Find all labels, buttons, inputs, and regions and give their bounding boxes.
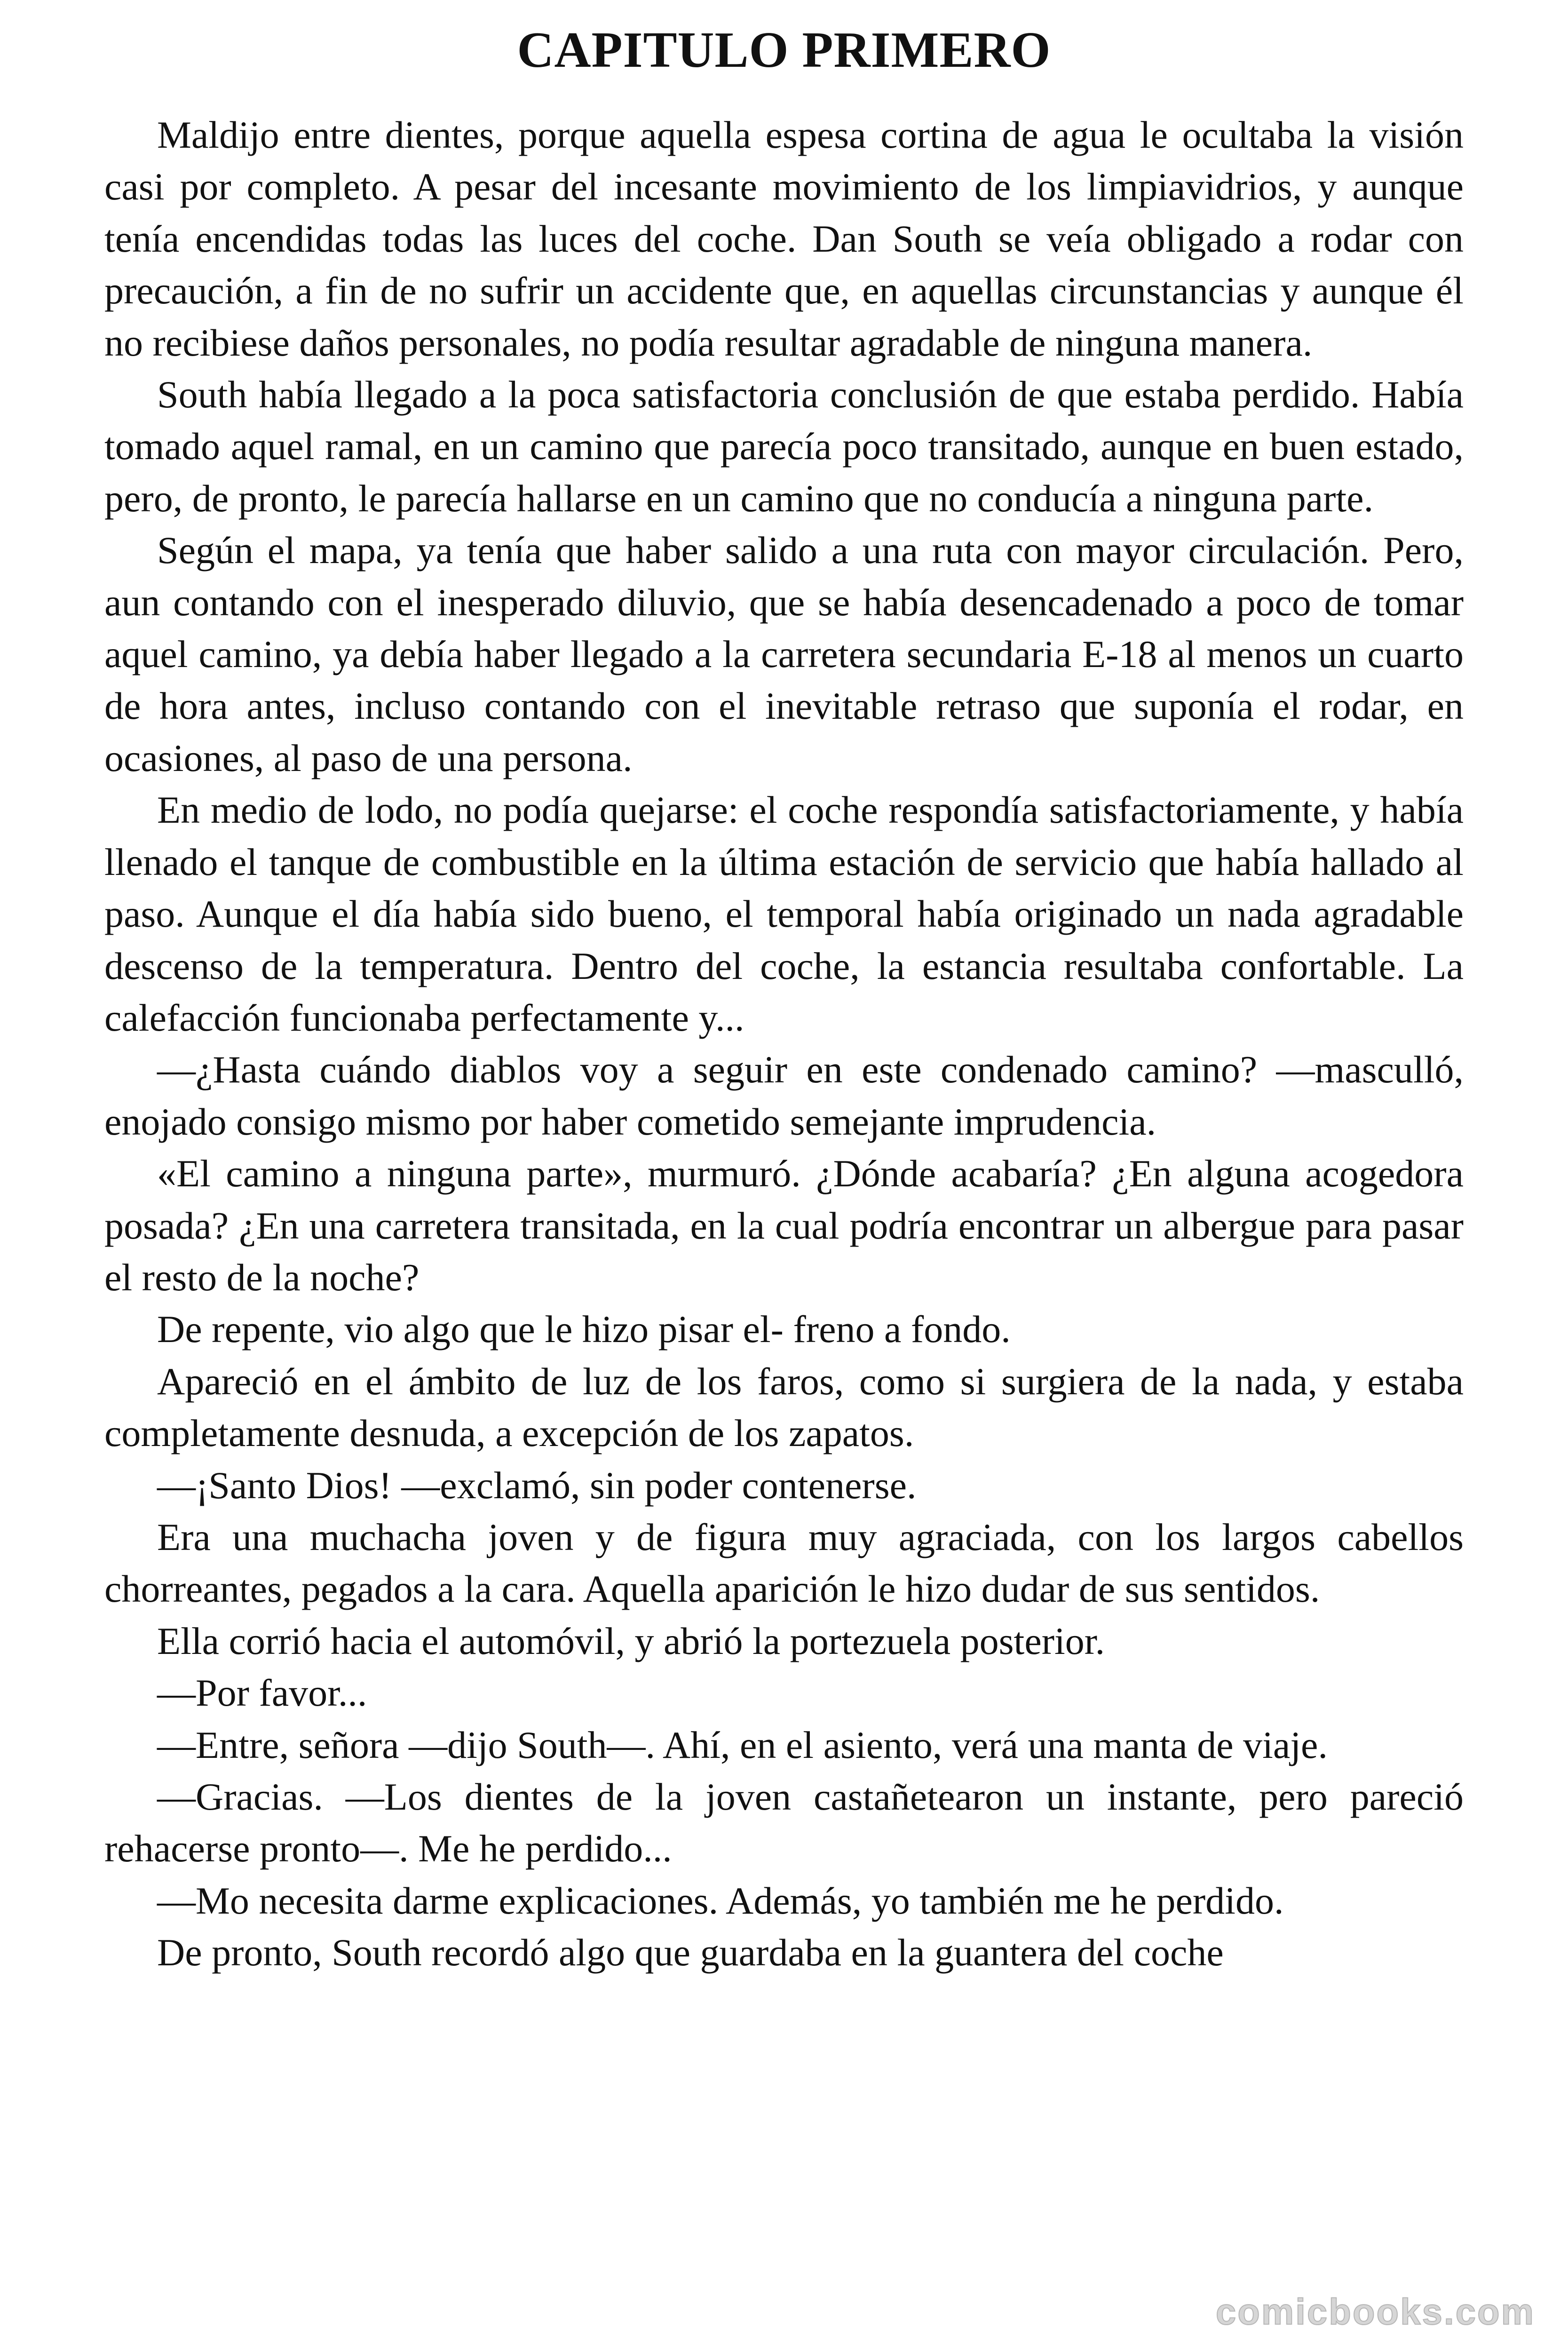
paragraph: —Por favor... [157, 1671, 367, 1715]
body-text [104, 109, 1464, 1979]
paragraph: —Entre, señora —dijo South—. Ahí, en el asiento, verá una manta de viaje. [157, 1723, 1328, 1766]
book-page [104, 15, 1464, 1979]
paragraph: De repente, vio algo que le hizo pisar el- freno a fondo. [157, 1308, 1011, 1351]
paragraph: «El camino a ninguna parte», murmuró. ¿Dónde acabaría? ¿En alguna acogedora posada? ¿En una carretera transitada, en la cual podría encontrar un albergue para pasar el resto de la noche? [104, 1152, 1464, 1299]
paragraph: Ella corrió hacia el automóvil, y abrió la portezuela posterior. [157, 1619, 1105, 1662]
paragraph: Según el mapa, ya tenía que haber salido a una ruta con mayor circulación. Pero, aun contando con el inesperado diluvio, que se había desencadenado a poco de tomar aquel camino, ya debía haber llegado a la carretera secundaria E-18 al menos un cuarto de hora antes, incluso contando con el inevitable retraso que suponía el rodar, en ocasiones, al paso de una persona. [104, 529, 1464, 779]
paragraph: —¿Hasta cuándo diablos voy a seguir en este condenado camino? —masculló, enojado consigo mismo por haber cometido semejante imprudencia. [104, 1048, 1464, 1143]
paragraph: Era una muchacha joven y de figura muy agraciada, con los largos cabellos chorreantes, pegados a la cara. Aquella aparición le hizo dudar de sus sentidos. [104, 1515, 1464, 1611]
chapter-title: CAPITULO PRIMERO [517, 22, 1051, 78]
paragraph: En medio de lodo, no podía quejarse: el coche respondía satisfactoriamente, y había llenado el tanque de combustible en la última estación de servicio que había hallado al paso. Aunque el día había sido bueno, el temporal había originado un nada agradable descenso de la temperatura. Dentro del coche, la estancia resultaba confortable. La calefacción funcionaba perfectamente y... [104, 788, 1464, 1039]
paragraph: —Mo necesita darme explicaciones. Además, yo también me he perdido. [157, 1879, 1284, 1922]
paragraph: De pronto, South recordó algo que guardaba en la guantera del coche [157, 1931, 1224, 1974]
paragraph: —¡Santo Dios! —exclamó, sin poder contenerse. [157, 1463, 917, 1507]
watermark: comicbooks.com [1215, 2291, 1535, 2332]
paragraph: South había llegado a la poca satisfactoria conclusión de que estaba perdido. Había tomado aquel ramal, en un camino que parecía poco transitado, aunque en buen estado, pero, de pronto, le parecía hallarse en un camino que no conducía a ninguna parte. [104, 373, 1464, 520]
paragraph: —Gracias. —Los dientes de la joven castañetearon un instante, pero pareció rehacerse pronto—. Me he perdido... [104, 1775, 1464, 1870]
paragraph: Apareció en el ámbito de luz de los faros, como si surgiera de la nada, y estaba completamente desnuda, a excepción de los zapatos. [104, 1359, 1464, 1455]
paragraph: Maldijo entre dientes, porque aquella espesa cortina de agua le ocultaba la visión casi por completo. A pesar del incesante movimiento de los limpiavidrios, y aunque tenía encendidas todas las luces del coche. Dan South se veía obligado a rodar con precaución, a fin de no sufrir un accidente que, en aquellas circunstancias y aunque él no recibiese daños personales, no podía resultar agradable de ninguna manera. [104, 113, 1464, 364]
